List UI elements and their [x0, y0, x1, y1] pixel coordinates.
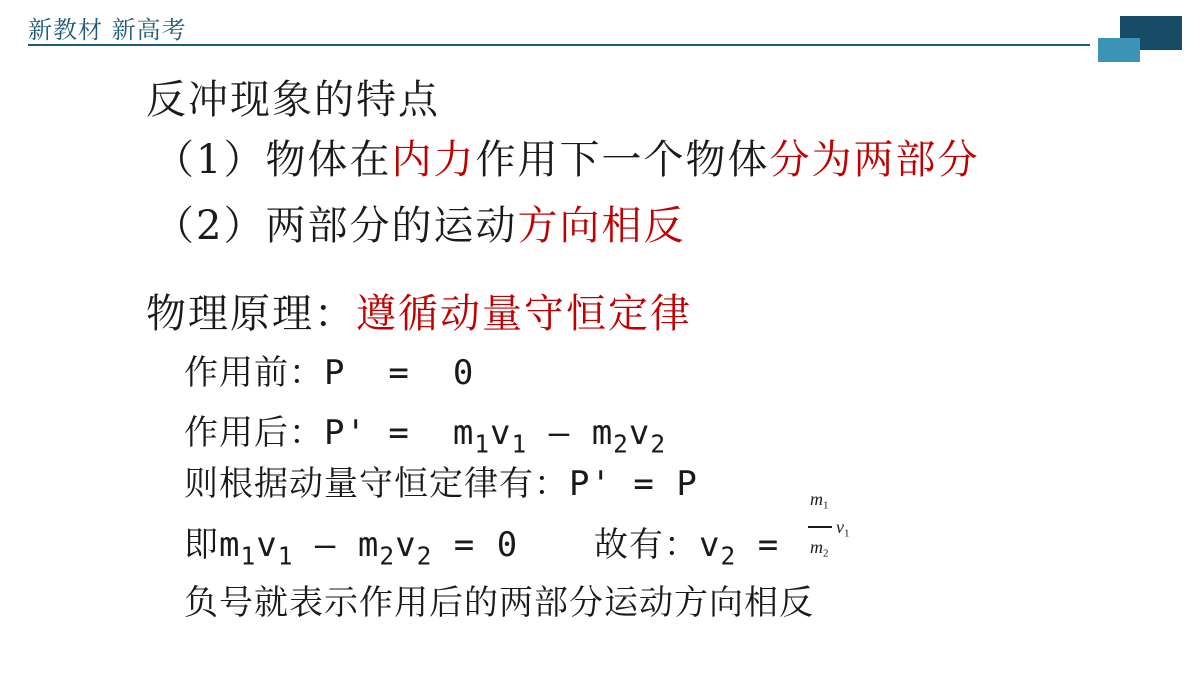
thus-line [184, 525, 519, 571]
therefore-v: v [699, 525, 721, 565]
after-action-line [184, 413, 667, 459]
feature-point-1 [154, 137, 980, 183]
before-equation: P = 0 [324, 353, 475, 393]
point1-highlight-internal-force: 内力 [391, 137, 476, 183]
therefore-label: 故有： [594, 525, 699, 565]
fraction-num-m: m [810, 489, 823, 509]
thus-m2: m [357, 525, 380, 565]
thus-v2: v [395, 525, 417, 565]
after-v1: v [490, 413, 512, 453]
after-label: 作用后： [184, 413, 324, 453]
fraction-bar [808, 526, 832, 528]
therefore-equals: = [736, 525, 801, 565]
thus-m2-sub: 2 [379, 541, 396, 571]
header-decor-light-block [1098, 38, 1140, 62]
thus-minus: – [293, 525, 358, 565]
before-label: 作用前： [184, 353, 324, 393]
mass-ratio-fraction [804, 490, 858, 570]
point1-highlight-two-parts: 分为两部分 [769, 137, 980, 183]
brand-title: 新教材 新高考 [28, 16, 187, 44]
after-v1-sub: 1 [511, 429, 528, 459]
after-minus: – [527, 413, 592, 453]
thus-v1-sub: 1 [277, 541, 294, 571]
physics-principle [146, 291, 692, 337]
after-v2-sub: 2 [650, 429, 667, 459]
thus-equals-zero: = 0 [432, 525, 519, 565]
point1-middle: 作用下一个物体 [475, 137, 770, 183]
fraction-v-sub: 1 [844, 527, 850, 540]
point1-prefix: （1）物体在 [154, 137, 392, 183]
therefore-line [594, 525, 801, 571]
fraction-numerator [810, 489, 829, 512]
after-v2: v [628, 413, 651, 453]
thus-m1-sub: 1 [240, 541, 257, 571]
after-m1-sub: 1 [474, 429, 491, 459]
thus-m1: m [219, 525, 241, 565]
thus-v2-sub: 2 [416, 541, 433, 571]
fraction-v: v [836, 517, 844, 537]
header-divider [28, 44, 1090, 46]
before-action-line [184, 353, 475, 393]
fraction-denominator [810, 537, 829, 560]
fraction-den-m: m [810, 537, 823, 557]
after-p: P' = [324, 413, 453, 453]
principle-label: 物理原理： [146, 291, 356, 337]
conservation-law-line [184, 464, 698, 504]
principle-highlight: 遵循动量守恒定律 [356, 291, 692, 337]
point2-prefix: （2）两部分的运动 [154, 203, 518, 249]
thus-label: 即 [184, 525, 219, 565]
fraction-den-sub: 2 [823, 547, 829, 560]
fraction-num-sub: 1 [823, 499, 829, 512]
after-m1: m [452, 413, 475, 453]
after-equation [324, 413, 667, 459]
therefore-equation [699, 525, 801, 571]
after-m2-sub: 2 [613, 429, 629, 459]
point2-highlight-opposite: 方向相反 [517, 203, 686, 249]
section-title-recoil-features: 反冲现象的特点 [146, 77, 440, 123]
fraction-velocity [836, 517, 850, 540]
conclusion-text: 负号就表示作用后的两部分运动方向相反 [184, 583, 814, 623]
law-equation: P' = P [569, 464, 698, 504]
thus-v1: v [256, 525, 278, 565]
thus-equation [219, 525, 519, 571]
therefore-v-sub: 2 [720, 541, 737, 571]
after-m2: m [591, 413, 614, 453]
feature-point-2 [154, 203, 686, 249]
law-label: 则根据动量守恒定律有： [184, 464, 569, 504]
